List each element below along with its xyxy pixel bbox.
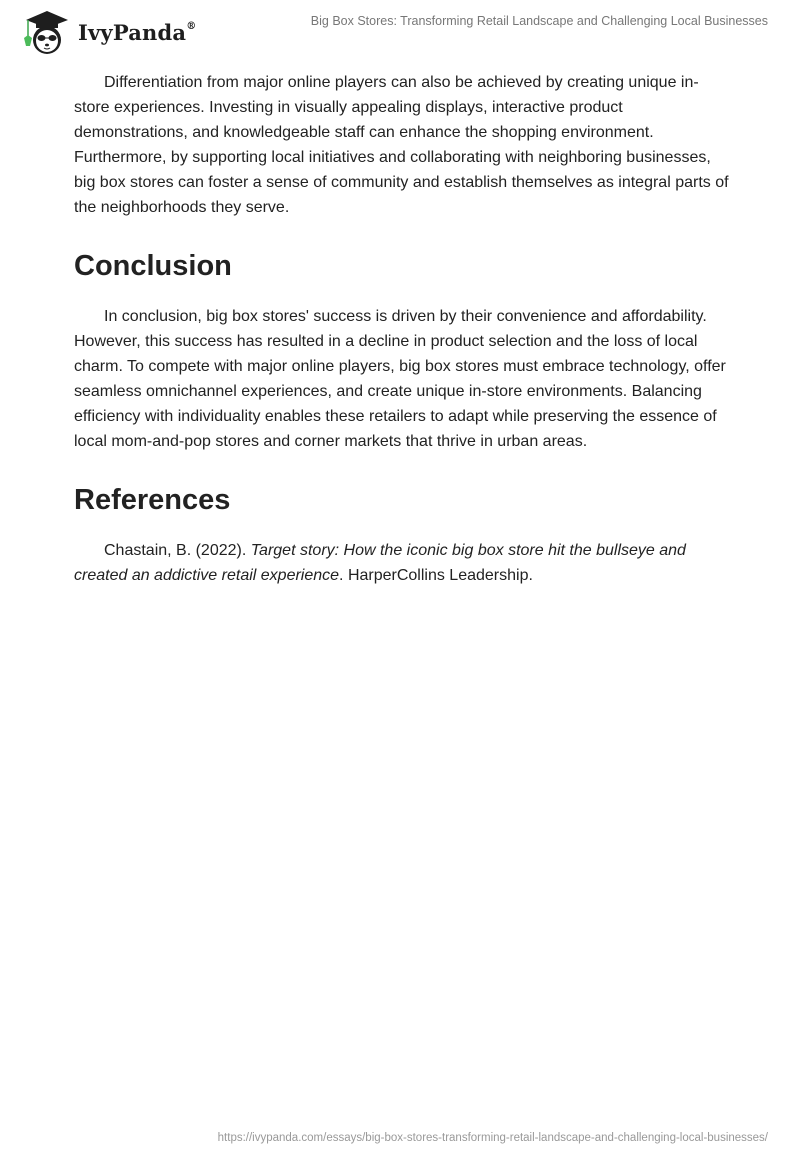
reference-author-year: Chastain, B. (2022). xyxy=(104,542,251,559)
reference-publisher: . HarperCollins Leadership. xyxy=(339,567,533,584)
brand-logo[interactable] xyxy=(18,8,196,56)
references-heading: References xyxy=(74,484,231,516)
reference-entry xyxy=(74,538,734,588)
conclusion-paragraph: In conclusion, big box stores' success is driven by their convenience and affordability. However, this success has resulted in a decline in product selection and the loss of local charm. To compete with major online players, big box stores must embrace technology, offer seamless omnichannel experiences, and create unique in-store environments. Balancing efficiency with individuality enables these retailers to adapt while preserving the essence of local mom-and-pop stores and corner markets that thrive in urban areas. xyxy=(74,308,726,450)
conclusion-heading: Conclusion xyxy=(74,250,232,282)
page-header xyxy=(0,0,800,60)
intro-paragraph: Differentiation from major online players can also be achieved by creating unique in-store experiences. Investing in visually appealing displays, interactive product demonstrations, and knowledgeable staff can enhance the shopping environment. Furthermore, by supporting local initiatives and collaborating with neighboring businesses, big box stores can foster a sense of community and establish themselves as integral parts of the neighborhoods they serve. xyxy=(74,74,729,216)
source-url[interactable]: https://ivypanda.com/essays/big-box-stores-transforming-retail-landscape-and-challenging-local-businesses/ xyxy=(217,1132,768,1144)
brand-name: IvyPanda® xyxy=(78,19,197,45)
essay-content xyxy=(74,70,734,588)
document-title: Big Box Stores: Transforming Retail Landscape and Challenging Local Businesses xyxy=(310,14,768,28)
reference-title: Target story: How the iconic big box store hit the bullseye and created an addictive retail experience xyxy=(74,542,686,584)
panda-graduation-cap-icon xyxy=(18,8,76,56)
